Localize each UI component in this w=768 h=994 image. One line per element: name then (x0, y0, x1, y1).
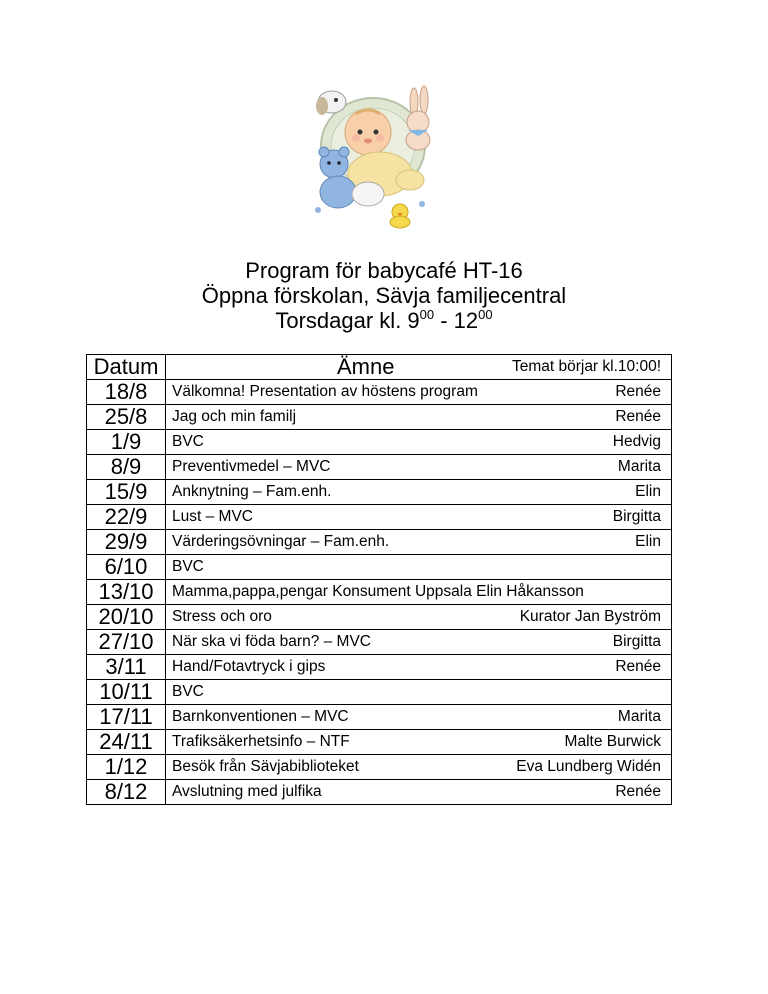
table-row (87, 430, 672, 455)
topic-cell (166, 630, 672, 655)
topic-cell (166, 530, 672, 555)
date-cell: 10/11 (87, 680, 166, 705)
date-cell: 17/11 (87, 705, 166, 730)
date-cell: 8/12 (87, 780, 166, 805)
column-header-topic: Ämne (337, 354, 395, 379)
topic-text: Avslutning med julfika (172, 783, 322, 800)
topic-cell (166, 405, 672, 430)
date-cell: 20/10 (87, 605, 166, 630)
presenter-name: Kurator Jan Byström (519, 608, 661, 625)
topic-cell (166, 505, 672, 530)
topic-text: BVC (172, 433, 204, 450)
topic-text: BVC (172, 683, 204, 700)
topic-cell (166, 580, 672, 605)
table-row (87, 630, 672, 655)
date-cell: 1/12 (87, 755, 166, 780)
topic-cell (166, 480, 672, 505)
topic-text: Hand/Fotavtryck i gips (172, 658, 326, 675)
presenter-name: Renée (615, 383, 661, 400)
topic-cell (166, 680, 672, 705)
date-cell: 24/11 (87, 730, 166, 755)
presenter-name: Renée (615, 408, 661, 425)
topic-text: Besök från Sävjabiblioteket (172, 758, 359, 775)
presenter-name: Elin (635, 483, 661, 500)
presenter-name: Birgitta (612, 633, 661, 650)
presenter-name: Birgitta (612, 508, 661, 525)
theme-start-note: Temat börjar kl.10:00! (511, 358, 661, 375)
topic-cell (166, 755, 672, 780)
topic-text: Värderingsövningar – Fam.enh. (172, 533, 390, 550)
time-start-minutes: 00 (419, 307, 435, 322)
table-row (87, 530, 672, 555)
topic-text: Jag och min familj (172, 408, 297, 425)
table-row (87, 780, 672, 805)
topic-text: Stress och oro (172, 608, 272, 625)
topic-cell (166, 380, 672, 405)
topic-text: Barnkonventionen – MVC (172, 708, 349, 725)
table-row (87, 405, 672, 430)
topic-text: Trafiksäkerhetsinfo – NTF (172, 733, 350, 750)
topic-text: Preventivmedel – MVC (172, 458, 331, 475)
table-row (87, 680, 672, 705)
topic-cell (166, 705, 672, 730)
presenter-name: Renée (615, 783, 661, 800)
presenter-name: Malte Burwick (564, 733, 661, 750)
date-cell: 18/8 (87, 380, 166, 405)
topic-text: Lust – MVC (172, 508, 253, 525)
topic-cell (166, 455, 672, 480)
table-row (87, 605, 672, 630)
topic-cell (166, 780, 672, 805)
topic-cell (166, 730, 672, 755)
table-row (87, 480, 672, 505)
table-row (87, 655, 672, 680)
date-cell: 8/9 (87, 455, 166, 480)
table-header-row (87, 355, 672, 380)
topic-text: Anknytning – Fam.enh. (172, 483, 332, 500)
time-end-minutes: 00 (478, 307, 493, 322)
presenter-name: Marita (617, 458, 661, 475)
date-cell: 29/9 (87, 530, 166, 555)
presenter-name: Eva Lundberg Widén (516, 758, 661, 775)
topic-cell (166, 555, 672, 580)
date-cell: 3/11 (87, 655, 166, 680)
topic-text: När ska vi föda barn? – MVC (172, 633, 372, 650)
date-cell: 1/9 (87, 430, 166, 455)
schedule-table (86, 354, 672, 805)
table-row (87, 555, 672, 580)
table-row (87, 505, 672, 530)
page-subtitle: Öppna förskolan, Sävja familjecentral (201, 283, 567, 308)
topic-cell (166, 430, 672, 455)
date-cell: 13/10 (87, 580, 166, 605)
presenter-name: Marita (617, 708, 661, 725)
date-cell: 15/9 (87, 480, 166, 505)
table-row (87, 455, 672, 480)
table-row (87, 730, 672, 755)
time-prefix: Torsdagar kl. 9 (275, 308, 420, 333)
table-row (87, 580, 672, 605)
topic-text: Mamma,pappa,pengar Konsument Uppsala Elin Håkansson (172, 583, 584, 600)
schedule-time (0, 309, 768, 333)
presenter-name: Hedvig (612, 433, 661, 450)
table-row (87, 755, 672, 780)
date-cell: 25/8 (87, 405, 166, 430)
date-cell: 22/9 (87, 505, 166, 530)
topic-cell (166, 605, 672, 630)
time-mid: - 12 (434, 308, 479, 333)
table-row (87, 705, 672, 730)
date-cell: 27/10 (87, 630, 166, 655)
topic-cell (166, 655, 672, 680)
page-title: Program för babycafé HT-16 (245, 258, 523, 283)
presenter-name: Elin (635, 533, 661, 550)
topic-text: BVC (172, 558, 204, 575)
table-row (87, 380, 672, 405)
presenter-name: Renée (615, 658, 661, 675)
column-header-date: Datum (87, 355, 166, 380)
topic-text: Välkomna! Presentation av höstens program (172, 383, 478, 400)
column-header-topic-cell (166, 355, 672, 380)
baby-with-toys-illustration (298, 84, 448, 234)
date-cell: 6/10 (87, 555, 166, 580)
